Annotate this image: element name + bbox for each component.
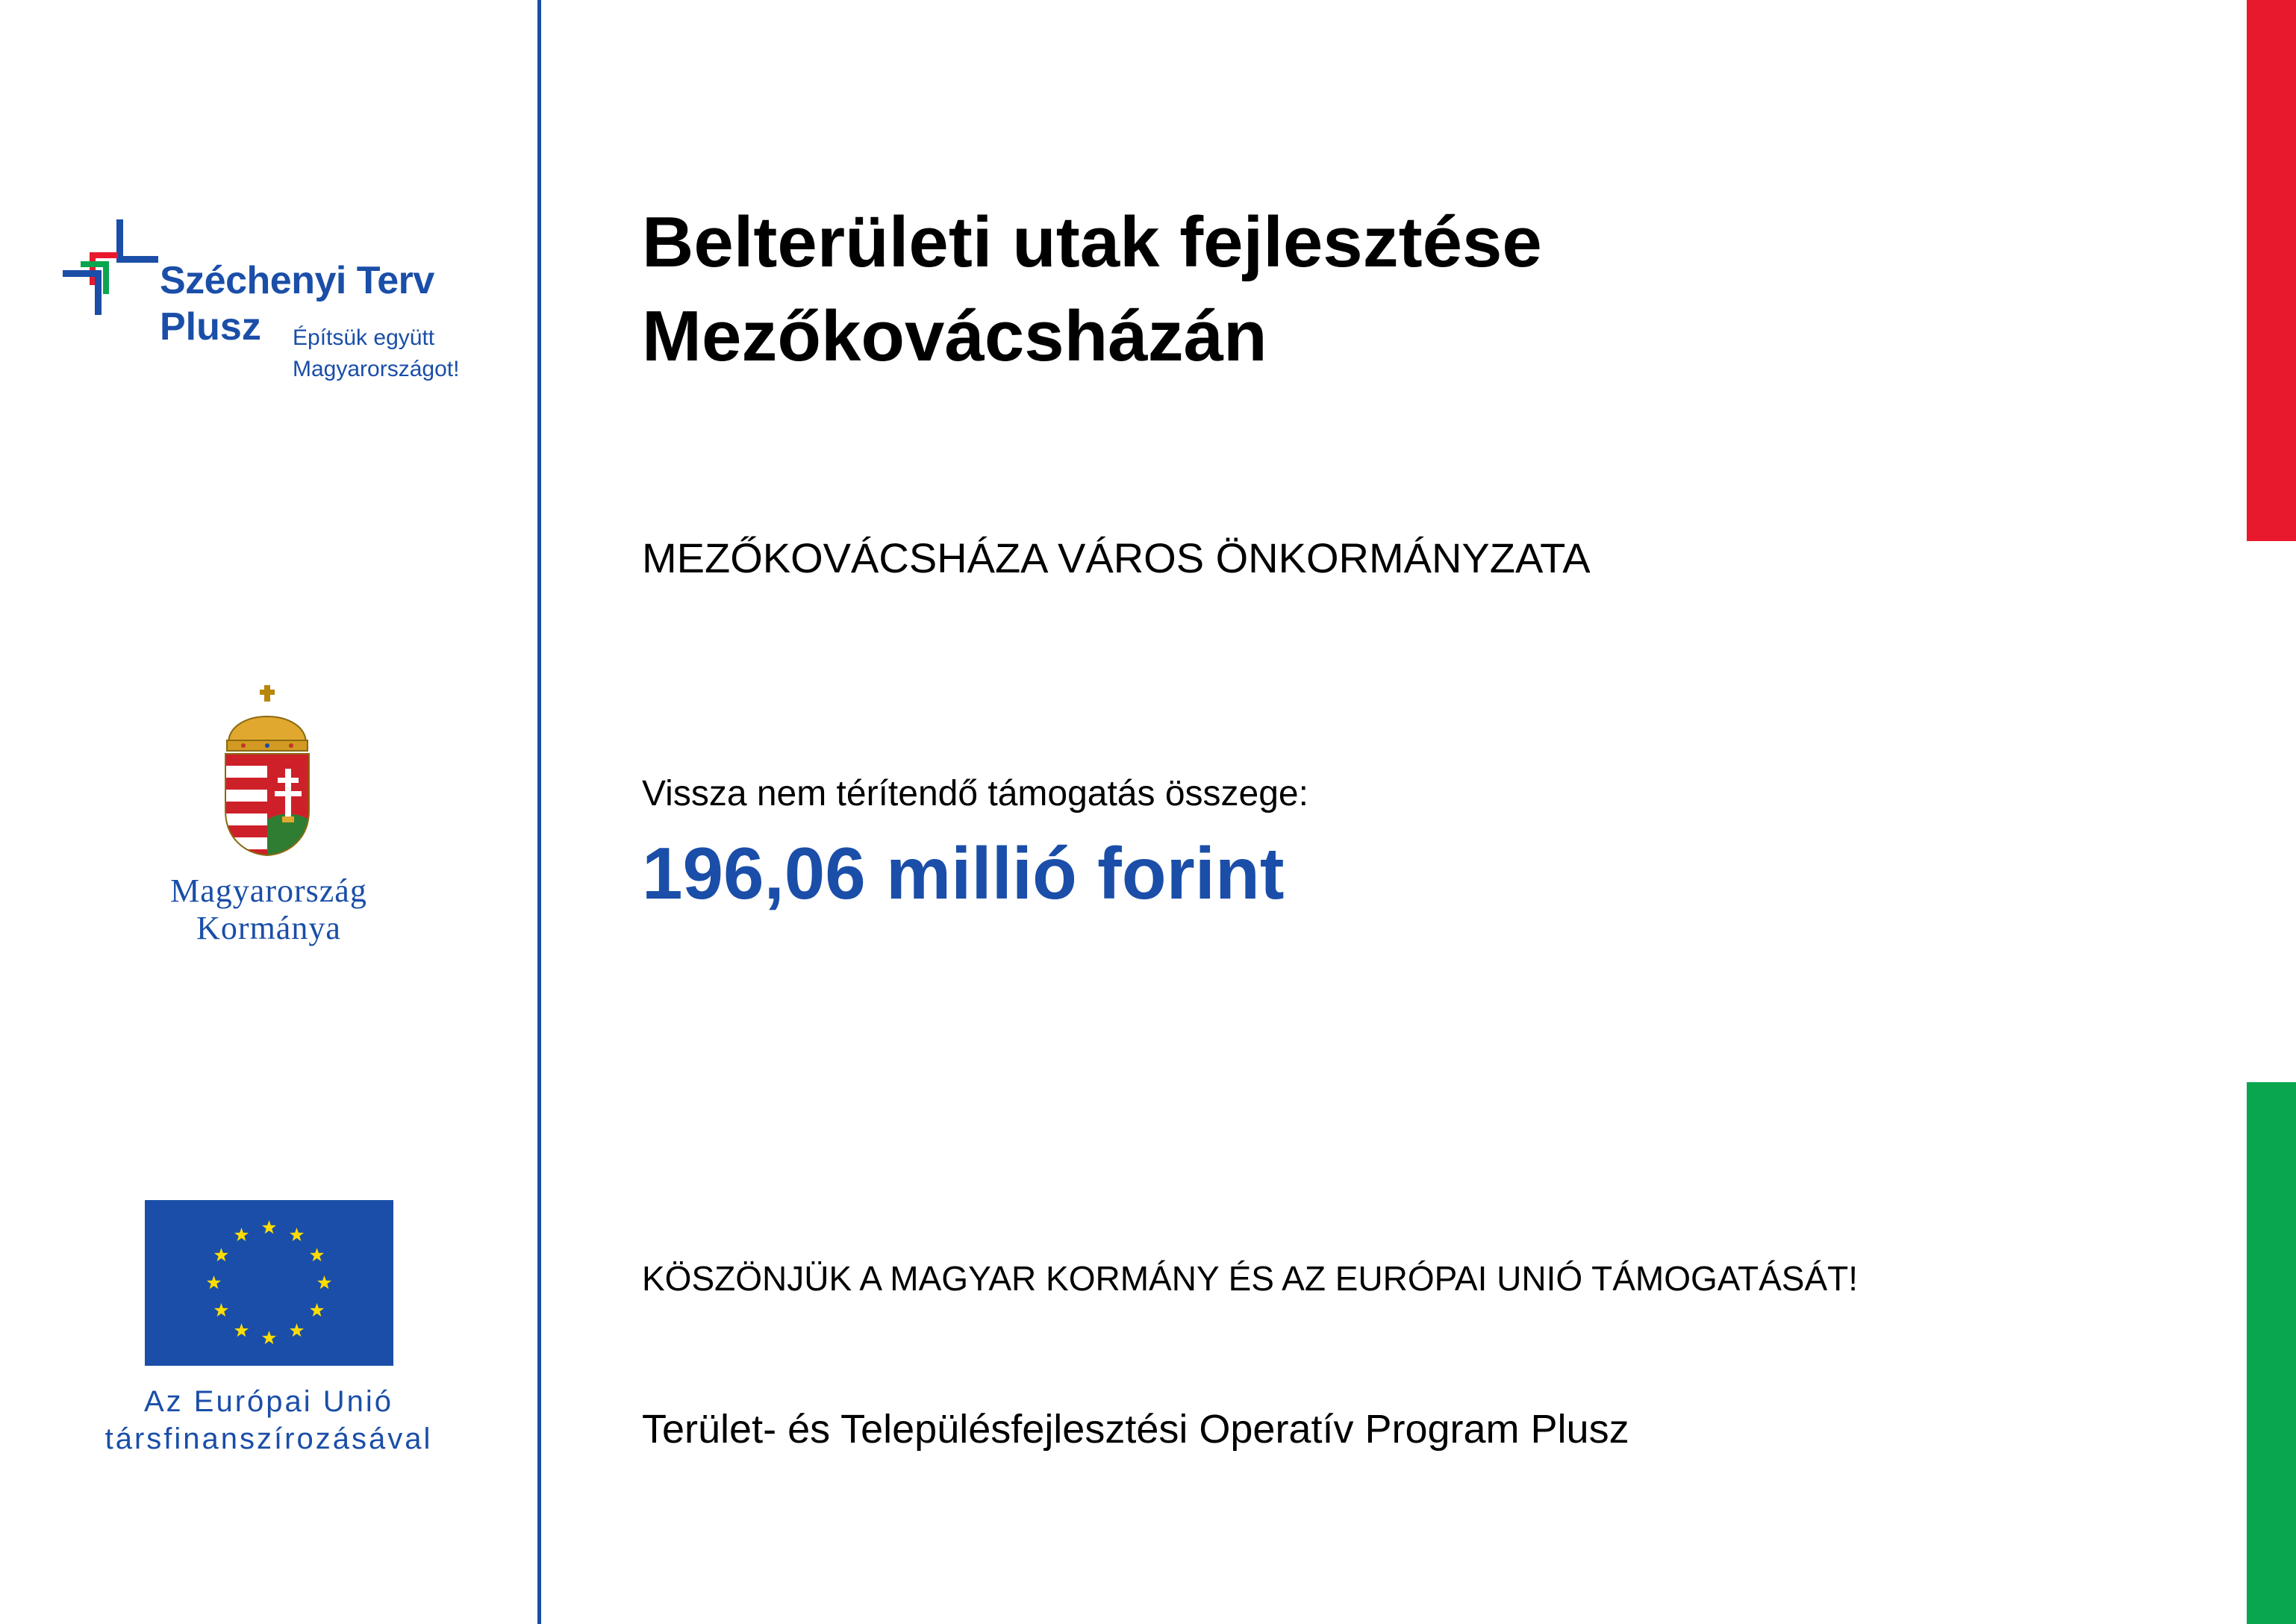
grant-label: Vissza nem térítendő támogatás összege:	[642, 774, 1308, 813]
logo-plus: Plusz	[160, 305, 261, 349]
government-label-line2: Kormánya	[196, 910, 341, 946]
eu-label-line1: Az Európai Unió	[143, 1385, 394, 1418]
government-label-line1: Magyarország	[170, 872, 367, 909]
logo-name: Széchenyi Terv	[160, 259, 434, 302]
project-title-line2: Mezőkovácsházán	[642, 296, 1267, 376]
hungarian-coat-of-arms-icon	[221, 685, 313, 857]
szechenyi-terv-logo	[60, 216, 508, 396]
eu-label-line2: társfinanszírozásával	[104, 1422, 433, 1455]
flag-stripe-green	[2247, 1082, 2296, 1624]
vertical-divider	[537, 0, 541, 1624]
project-title-line1: Belterületi utak fejlesztése	[642, 202, 1542, 282]
szechenyi-cross-icon	[60, 216, 164, 321]
program-name: Terület- és Településfejlesztési Operatív Program Plusz	[642, 1407, 1629, 1452]
beneficiary-name: MEZŐKOVÁCSHÁZA VÁROS ÖNKORMÁNYZATA	[642, 534, 1591, 581]
flag-stripe-red	[2247, 0, 2296, 541]
logo-slogan-line2: Magyarországot!	[293, 357, 460, 381]
eu-flag-icon	[145, 1200, 393, 1366]
logo-slogan-line1: Építsük együtt	[293, 325, 435, 350]
project-title	[642, 196, 1542, 384]
thanks-message: KÖSZÖNJÜK A MAGYAR KORMÁNY ÉS AZ EURÓPAI UNIÓ TÁMOGATÁSÁT!	[642, 1259, 1859, 1298]
grant-amount: 196,06 millió forint	[642, 832, 1285, 914]
